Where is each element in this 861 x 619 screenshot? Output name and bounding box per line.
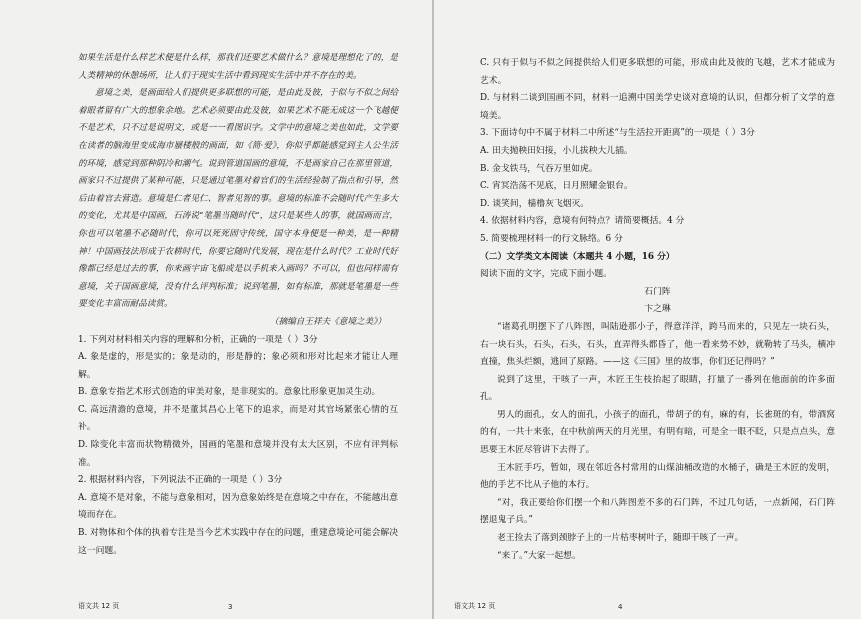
passage-source: （摘编自王祥夫《意境之美》） [269,316,386,327]
reading-instruction: 阅读下面的文字，完成下面小题。 [480,269,612,280]
right-page-number: 4 [618,603,623,611]
right-footer-total-pages: 语文共 12 页 [454,602,496,610]
question-1-option-a: A. 象是虚的，形是实的；象是动的，形是静的；象必须和形对比起来才能让人理解。 [78,352,398,380]
question-5: 5. 简要梳理材料一的行文脉络。6 分 [480,233,623,244]
left-page-number: 3 [228,603,233,611]
question-2-option-a: A. 意境不是对象，不能与意象相对，因为意象始终是在意境之中存在，不能越出意境而存在。 [78,492,398,521]
story-paragraph-3: 男人的面孔，女人的面孔，小孩子的面孔，带胡子的有，麻的有，长雀斑的有，带酒窝的有，一共十来张，在中秋前两天的月光里，有明有暗，可是全一眼不眨，只是点点头，意思要王木匠尽管讲下去得了。 [480,409,835,456]
question-2-stem: 2. 根据材料内容，下列说法不正确的一项是（ ）3分 [78,475,283,486]
question-4: 4. 依据材料内容，意境有何特点？请简要概括。4 分 [480,216,685,227]
question-3-option-d: D. 谈笑间，樯橹灰飞烟灭。 [480,198,590,209]
question-2-option-b: B. 对物体和个体的执着专注是当今艺术实践中存在的问题，重建意境论可能会解决这一问题。 [78,528,398,556]
story-author: 卞之琳 [644,304,671,315]
question-1-option-d: D. 除变化丰富而状物精微外，国画的笔墨和意境并没有太大区别，不应有评判标准。 [78,440,398,468]
story-paragraph-4: 王木匠手巧，暂如，现在邻近各村常用的山煤油桶改造的水桶子，确是王木匠的发明，他的手艺不比从子他的本行。 [480,462,835,491]
right-column [480,55,835,565]
question-3-stem: 3. 下面诗句中不属于材料二中所述“与生活拉开距离”的一项是（ ）3分 [480,128,755,139]
question-1-option-b: B. 意象专指艺术形式创造的审美对象，是非现实的。意象比形象更加灵生动。 [78,387,381,398]
passage-paragraph-1: 如果生活是什么样艺术便是什么样，那我们还要艺术做什么？意境是理想化了的，是人类精神的休憩场所，让人们于现实生活中看到现实生活中并不存在的美。 [78,53,398,81]
section-two-heading: （二）文学类文本阅读（本题共 4 小题，16 分） [480,251,675,262]
question-3-option-c: C. 宵冥浩荡不见底，日月照耀金银台。 [480,181,633,192]
left-column [78,50,398,560]
question-1-stem: 1. 下列对材料相关内容的理解和分析，正确的一项是（ ）3分 [78,334,318,345]
story-paragraph-1: “诸葛孔明摆下了八阵图，叫陆逊那小子，得意洋洋，跨马而来的，只见左一块石头，右一块石头，石头，石头，石头，直弄得头都昏了，他一看来势不妙，就勒转了马头，横冲直撞，焦头烂额，逃回了原路。——这《三国》里的故事，你们还记得吗？” [480,321,835,368]
story-paragraph-5: “对，我正要给你们摆一个和八阵图差不多的石门阵，不过几句话，一点新闻，石门阵摆退鬼子兵。” [480,497,835,526]
story-paragraph-7: “来了。”大家一起想。 [497,550,581,561]
question-2-option-d: D. 与材料二谈到国画不同，材料一追溯中国美学史谈对意境的认识，但都分析了文学的意境美。 [480,93,835,121]
question-2-option-c: C. 只有于似与不似之间提供给人们更多联想的可能，形成由此及彼的飞越，艺术才能成为艺术。 [480,58,835,86]
story-title: 石门阵 [644,286,671,297]
left-footer-total-pages: 语文共 12 页 [78,602,120,610]
question-3-option-a: A. 田夫抛秧田妇接，小儿拔秧大儿插。 [480,145,633,156]
story-paragraph-2: 说到了这里，干咳了一声，木匠王生枝抬起了眼睛，打量了一番列在他面前的许多面孔。 [480,374,835,403]
passage-paragraph-2: 意境之美，是画面给人们提供更多联想的可能，是由此及彼，于似与不似之间给着眼者留有广大的想象余地。艺术必须要由此及彼，如果艺术不能无成这一个飞越便不是艺术，只不过是说明文，或是一一看图识字。文学中的意境之美也如此，文学要在读者的脑海里变成海市蜃楼般的画面，如《简·爱》，你似乎都能感觉到主人公生活的环境，感觉到那种阴冷和潮气。说到管道国画的意境，不是画家自己在那里管道，画家只不过提供了某种可能，只是通过笔墨对着官们的生活经验制了指点和引导，然后由着官去营造。意境是仁者见仁、智者见智的事。意境的标准不会随时代产生多大的变化，尤其是中国画，石涛说“笔墨当随时代”，这只是某些人的事，就国画而言，你也可以笔墨不必随时代，你可以死死固守传统，国守本身便是一种美，是一种精神！中国画技法形成于农耕时代，你要它随时代发展，现在是什么时代？工业时代好像都已经是过去的事，你来画宇宙飞船或是以手机来入画吗？不可以，但也同样需有意境，关于国画意境，没有什么评判标准；说到笔墨，如有标准，那就是笔墨是一些要变化丰富而耐品读赏。 [78,88,398,310]
question-3-option-b: B. 金戈铁马，气吞万里如虎。 [480,163,598,174]
story-paragraph-6: 老王捡去了落到颈脖子上的一片枯枣树叶子，随即干咳了一声。 [497,533,744,544]
question-1-option-c: C. 高远清澹的意境，并不是董其昌心上笔下的追求，而是对其官场紧张心情的互补。 [78,404,398,433]
right-page [432,0,861,619]
